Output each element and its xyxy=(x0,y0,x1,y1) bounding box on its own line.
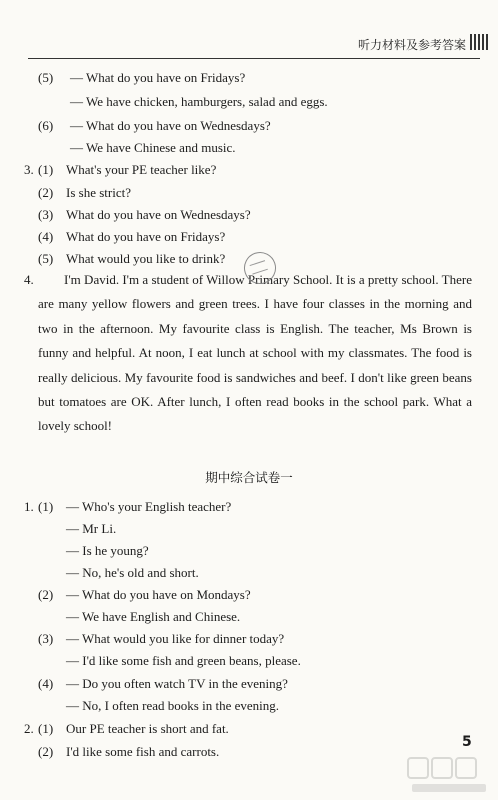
dialogue-line: — What would you like for dinner today? xyxy=(66,631,285,646)
item-num: (4) xyxy=(38,676,54,691)
page-header xyxy=(0,22,498,58)
item-num: (2) xyxy=(38,587,54,602)
page-number: 5 xyxy=(462,734,472,750)
item-num: (1) xyxy=(38,162,54,177)
question-line: What's your PE teacher like? xyxy=(66,162,217,177)
dialogue-line: — What do you have on Wednesdays? xyxy=(70,118,271,133)
item-num: (5) xyxy=(38,251,54,266)
answer-line: I'd like some fish and carrots. xyxy=(66,744,220,759)
item-num: (4) xyxy=(38,229,54,244)
dialogue-line: — What do you have on Mondays? xyxy=(66,587,251,602)
section-title: 期中综合试卷一 xyxy=(205,470,293,485)
dialogue-line: — No, I often read books in the evening. xyxy=(66,698,280,713)
dialogue-line: — Mr Li. xyxy=(66,521,117,536)
question-line: Is she strict? xyxy=(66,185,131,200)
dialogue-line: — We have Chinese and music. xyxy=(70,140,236,155)
header-rule xyxy=(28,58,480,59)
item-num: (2) xyxy=(38,744,54,759)
item-num: (1) xyxy=(38,499,54,514)
item-num: (3) xyxy=(38,207,54,222)
dialogue-line: — Who's your English teacher? xyxy=(66,499,232,514)
watermark-logo xyxy=(406,756,492,796)
dialogue-line: — No, he's old and short. xyxy=(66,565,199,580)
passage-paragraph: I'm David. I'm a student of Willow Primary School. It is a pretty school. There are many yellow flowers and green trees. I have four classes in the morning and two in the afternoon. My favourite class is English. The teacher, Ms Brown is funny and helpful. At noon, I eat lunch at school with my classmates. The food is really delicious. My favourite food is sandwiches and beef. I don't like green beans but tomatoes are OK. After lunch, I often read books in the school park. What a lovely school! xyxy=(38,272,472,434)
dialogue-line: — What do you have on Fridays? xyxy=(70,70,246,85)
item-num: (6) xyxy=(38,118,54,133)
item-num: (3) xyxy=(38,631,54,646)
question-line: What would you like to drink? xyxy=(66,251,226,266)
header-bars-decoration xyxy=(470,34,490,50)
question-number: 3. xyxy=(24,162,34,177)
question-number: 2. xyxy=(24,721,34,736)
dialogue-line: — Is he young? xyxy=(66,543,149,558)
dialogue-line: — We have English and Chinese. xyxy=(66,609,241,624)
item-num: (5) xyxy=(38,70,54,85)
question-line: What do you have on Wednesdays? xyxy=(66,207,251,222)
dialogue-line: — We have chicken, hamburgers, salad and eggs. xyxy=(70,94,328,109)
dialogue-line: — I'd like some fish and green beans, please. xyxy=(66,653,301,668)
question-number: 1. xyxy=(24,499,34,514)
question-line: What do you have on Fridays? xyxy=(66,229,226,244)
item-num: (1) xyxy=(38,721,54,736)
item-num: (2) xyxy=(38,185,54,200)
question-number: 4. xyxy=(24,272,34,287)
dialogue-line: — Do you often watch TV in the evening? xyxy=(66,676,288,691)
answer-line: Our PE teacher is short and fat. xyxy=(66,721,229,736)
header-title: 听力材料及参考答案 xyxy=(357,38,466,52)
